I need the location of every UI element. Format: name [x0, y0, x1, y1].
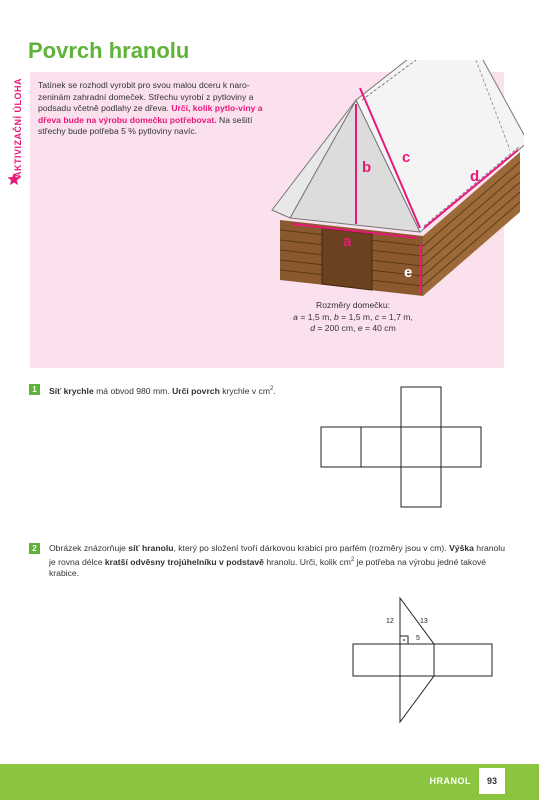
prism-net: [350, 596, 495, 726]
star-icon: [7, 172, 21, 186]
label-13: 13: [420, 618, 428, 625]
intro-text: Tatínek se rozhodl vyrobit pro svou malou dceru k naro-zeninám zahradní domeček. Střechu vyrobí z pytloviny a podsadu včetně podlahy ze dřeva. Urči, kolik pytlo-viny a dřeva bude na výrobu domečku potřebovat. Na sešití střechy bude potřeba 5 % pytloviny navíc.: [38, 80, 263, 137]
footer: [0, 764, 539, 800]
side-label-text: AKTIVIZAČNÍ ÚLOHA: [13, 78, 23, 178]
house-illustration: [262, 60, 524, 306]
cube-net: [320, 386, 522, 508]
page-number: 93: [479, 768, 505, 794]
label-e: e: [404, 264, 413, 281]
footer-section: HRANOL: [429, 776, 471, 786]
intro-question: Urči, kolik pytlo-viny a dřeva bude na výrobu domečku potřebovat.: [38, 103, 263, 125]
task-1-number: 1: [29, 384, 40, 395]
label-12: 12: [386, 618, 394, 625]
label-d: d: [470, 168, 480, 185]
label-b: b: [362, 159, 372, 176]
task-1-text: Síť krychle má obvod 980 mm. Urči povrch krychle v $cm^2$.: [49, 385, 276, 396]
task-2-number: 2: [29, 543, 40, 554]
label-c: c: [402, 149, 411, 166]
house-dimensions: Rozměry domečku: a = 1,5 m, b = 1,5 m, c = 1,7 m, d = 200 cm, e = 40 cm: [293, 300, 413, 334]
label-a: a: [343, 233, 352, 250]
page-title: Povrch hranolu: [28, 38, 190, 63]
label-5: 5: [416, 635, 420, 642]
task-2-text: Obrázek znázorňuje síť hranolu, který po složení tvoří dárkovou krabici pro parfém (rozměry jsou v cm). Výška hranolu je rovna délce kratší odvěsny trojúhelníku v podstavě hranolu. Urči, kolik $cm^2$ je potřeba na výrobu jedné takové krabice.: [49, 543, 505, 579]
